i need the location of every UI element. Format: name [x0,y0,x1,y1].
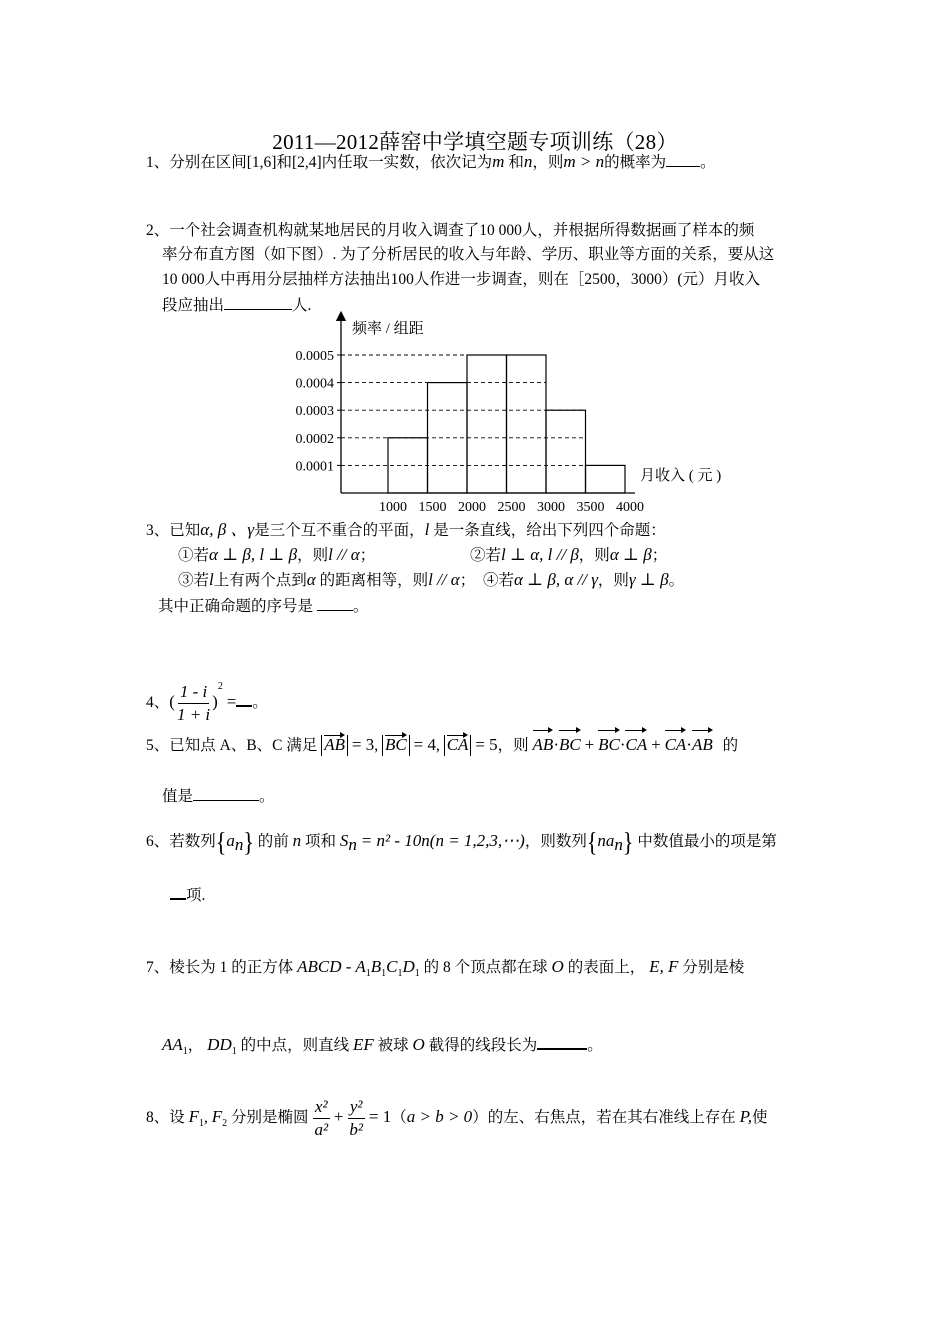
q7-answer-blank[interactable] [537,1034,587,1050]
q6-seq-sub: n [234,835,244,855]
q7-cube: ABCD - A [297,957,366,976]
q6-brace-open-2: { [586,826,598,858]
q6-post: 中数值最小的项是第 [637,833,777,850]
q5-plus-2: + [651,735,661,754]
q4-equals: = [226,692,237,711]
q7-post: 分别是棱 [682,959,745,976]
q5-dot-1: · [553,735,559,754]
q3-end: 。 [352,598,369,615]
q3-p3-end: ； [459,572,476,589]
q5-bc-value: = 4 [413,735,436,754]
q4-close-paren: ) [212,692,218,711]
q5-ab-value: = 3 [351,735,375,754]
q6-line-2-end: 项. [186,887,206,904]
q8-focus-1-sub: 1 [199,1118,205,1130]
q3-p1-result: l // α [328,545,360,564]
q5-answer-blank[interactable] [193,786,259,801]
q3-p4-end: 。 [668,572,685,589]
q1-and: 和 [508,154,524,171]
q6-brace-open-1: { [215,826,227,858]
x-tick-label: 2500 [497,500,526,515]
q2-line-4-text: 段应抽出 [162,297,225,314]
q6-seq2: na [597,831,615,850]
q3-p3-post: 的距离相等，则 [319,572,429,589]
histogram-bar [467,355,507,493]
q8-x-den: a² [314,1119,329,1139]
q5-ca-value: = 5 [475,735,498,754]
y-tick-label: 0.0001 [295,459,334,475]
q5-pre: 5、已知点 A、B、C 满足 [146,737,318,754]
q6-mid: 的前 [257,833,289,850]
q7-l2-mid: 的中点，则直线 [240,1037,350,1054]
x-tick-label: 3500 [576,500,605,515]
y-tick-label: 0.0002 [295,431,334,447]
q2-line-2: 率分布直方图（如下图）. 为了分析居民的收入与年龄、学历、职业等方面的关系，要从这 [162,246,775,263]
q5-abs-ab [321,735,348,756]
q8-end: 使 [752,1109,768,1126]
q3-p4-pre: ④若 [482,572,514,589]
q5-line-2-text: 值是 [162,788,194,805]
q8-y-den: b² [349,1119,363,1139]
x-tick-label: 4000 [616,500,644,515]
q3-p1-pre: ①若 [178,547,210,564]
q3-line-1 [146,520,666,541]
x-axis-label: 月收入 ( 元 ) [640,468,722,484]
q3-p1-cond: α ⊥ β, l ⊥ β [209,545,298,564]
question-1 [146,152,716,173]
q5-term-ab-1: AB [533,730,554,760]
q1-answer-blank[interactable] [666,152,700,167]
q5-plus-1: + [584,735,595,754]
q3-answer-blank[interactable] [317,596,353,611]
q3-p2-pre: ②若 [470,547,502,564]
q6-line-2 [170,884,205,906]
q1-condition: m > n [563,152,605,171]
q8-mid: 分别是椭圆 [231,1109,309,1126]
histogram-bar [507,355,547,493]
q8-eq-one: = 1 [368,1107,392,1126]
q1-var-n: n [523,152,533,171]
q7-pre: 7、棱长为 1 的正方体 [146,959,294,976]
q3-p2-cond: l ⊥ α, l // β [501,545,579,564]
q5-term-bc-2: BC [598,730,620,760]
q1-then: ，则 [532,154,564,171]
q5-post: 的 [722,737,739,754]
frequency-histogram [280,310,740,520]
q5-term-bc-1: BC [559,730,581,760]
q6-mid3: ，则数列 [524,833,587,850]
q1-var-m: m [492,152,505,171]
q5-dot-2: · [619,735,626,754]
q7-edge-aa: AA [162,1035,183,1054]
q3-p4-cond: α ⊥ β, α // γ [513,570,598,589]
page-title: 2011—2012薛窑中学填空题专项训练（28） [272,130,678,154]
q4-open-paren: ( [169,692,175,711]
q6-brace-close-1: } [243,826,254,858]
q7-comma: ， [187,1037,204,1054]
q3-p4-then: ，则 [597,572,629,589]
q4-numerator: 1 - i [178,681,209,704]
q3-pre: 3、已知 [146,522,201,539]
q3-p1-end: ； [359,547,376,564]
q4-answer-blank[interactable] [236,691,252,707]
q8-focus-2: F [211,1107,223,1126]
q3-p2-then: ，则 [578,547,610,564]
q8-x-num: x² [313,1096,330,1119]
q8-pre: 8、设 [146,1109,185,1126]
q8-y-num: y² [348,1096,365,1119]
histogram-bar [546,410,586,493]
q2-line-3: 10 000人中再用分层抽样方法抽出100人作进一步调查，则在［2500，3000）(元）月收入 [162,271,761,288]
question-8: 8、设 $F_1$, $F_2$ 分别是椭圆 $\frac{\text{x²}}{\text{a²}}$ + $\frac{\text{y²}}{\text{b²}}$ = 1（a > b > 0）的左、右焦点，若在其右准线上存在 P,使 [146,1096,768,1139]
q1-post: 的概率为 [604,154,667,171]
q3-line-3 [178,570,684,591]
q6-formula: = n² - 10n(n = 1,2,3,⋯) [360,831,525,850]
q8-point-p: P, [739,1107,753,1126]
question-6 [146,826,777,860]
q8-y-fraction [347,1096,365,1141]
q3-question: 其中正确命题的序号是 [158,598,314,615]
q8-focus-2-sub: 2 [222,1118,228,1130]
q6-formula-s: S [339,831,349,850]
q7-sphere-o: O [551,957,564,976]
q6-formula-sub: n [348,835,357,855]
question-5: 5、已知点 A、B、C 满足 AB = 3, BC = 4, CA = 5，则 AB·BC + BC·CA + CA·AB 的 [146,730,738,761]
q7-l2-end: 。 [587,1037,603,1054]
y-tick-label: 0.0004 [295,376,334,392]
q3-p2-end: ； [651,547,668,564]
question-4 [146,662,268,728]
q7-l2-sphere-o: O [412,1035,425,1054]
q2-line-4-end: 人. [292,297,312,314]
histogram-bar [586,465,626,493]
q3-line-l: l [424,520,430,539]
q3-p3-pre: ③若 [178,572,210,589]
q6-answer-blank[interactable] [170,884,186,900]
q7-edge-dd-sub: 1 [231,1046,237,1058]
q7-edge-dd: DD [207,1035,232,1054]
q8-paren-open: （ [391,1109,407,1126]
q7-l2-mid2: 被球 [377,1037,409,1054]
q3-mid: 是三个互不重合的平面， [254,522,425,539]
q7-mid: 的 8 个顶点都在球 [423,959,548,976]
y-tick-label: 0.0005 [295,349,334,364]
q4-pre: 4、 [146,694,170,711]
q5-dot-3: · [686,735,692,754]
q4-fraction [175,681,212,726]
y-tick-label: 0.0003 [295,404,334,420]
question-7: 7、棱长为 1 的正方体 ABCD - $A_1B_1C_1D_1$ 的 8 个顶点都在球 O 的表面上， E, F 分别是棱 [146,957,745,980]
q6-seq: a [226,831,235,850]
q3-p3-l: l [209,570,214,589]
q6-brace-close-2: } [622,826,634,858]
q7-l2-post: 截得的线段长为 [428,1037,538,1054]
y-axis-label: 频率 / 组距 [352,321,424,337]
q5-line-2-end: 。 [259,788,275,805]
q1-end: 。 [700,154,716,171]
q3-p1-then: ，则 [297,547,329,564]
q5-vec-ca: CA [446,735,469,754]
q5-vec-ab: AB [324,735,346,754]
q2-line-1: 2、一个社会调查机构就某地居民的月收入调查了10 000人，并根据所得数据画了样本的频 [146,222,755,239]
q4-exponent: 2 [217,681,223,692]
q5-then: ，则 [497,737,529,754]
q8-focus-1: F [188,1107,200,1126]
q3-p3-alpha: α [306,570,316,589]
q1-text: 1、分别在区间[1,6]和[2,4]内任取一实数，依次记为 [146,154,493,171]
q8-x-fraction [312,1096,330,1141]
q3-p4-result: γ ⊥ β [628,570,669,589]
q3-line-2 [178,545,375,566]
q5-term-ab-2: AB [692,730,713,760]
q6-seq2-sub: n [614,835,623,855]
q7-edge-aa-sub: 1 [182,1046,188,1058]
x-tick-label: 1000 [379,500,407,515]
q6-pre: 6、若数列 [146,833,216,850]
q3-proposition-2 [470,545,667,566]
q8-paren-close: ） [472,1109,488,1126]
q3-p2-result: α ⊥ β [609,545,652,564]
x-tick-label: 1500 [418,500,447,515]
q4-denominator: 1 + i [176,704,211,724]
q3-post: 是一条直线，给出下列四个命题： [433,522,666,539]
q8-post: 的左、右焦点，若在其右准线上存在 [487,1109,736,1126]
q8-condition: a > b > 0 [406,1107,473,1126]
q5-abs-bc [382,735,410,756]
q5-vec-bc: BC [385,735,407,754]
q3-line-4 [158,596,368,617]
q6-n: n [292,831,302,850]
x-tick-label: 2000 [458,500,486,515]
q3-p3-mid: 上有两个点到 [213,572,307,589]
q5-line-2 [162,786,275,807]
x-tick-label: 3000 [537,500,565,515]
q6-mid2: 项和 [305,833,337,850]
q5-abs-ca [444,735,472,756]
q5-term-ca-1: CA [625,730,647,760]
q3-p3-result: l // α [428,570,460,589]
q7-points-ef: E, F [649,957,679,976]
q2-answer-blank[interactable] [224,295,292,310]
q7-mid2: 的表面上， [567,959,646,976]
q4-end: 。 [252,694,268,711]
q7-line-2 [162,1030,603,1067]
q5-term-ca-2: CA [665,730,687,760]
q7-line-ef: EF [353,1035,374,1054]
q8-plus: + [333,1107,344,1126]
q3-planes: α, β 、γ [200,520,255,539]
